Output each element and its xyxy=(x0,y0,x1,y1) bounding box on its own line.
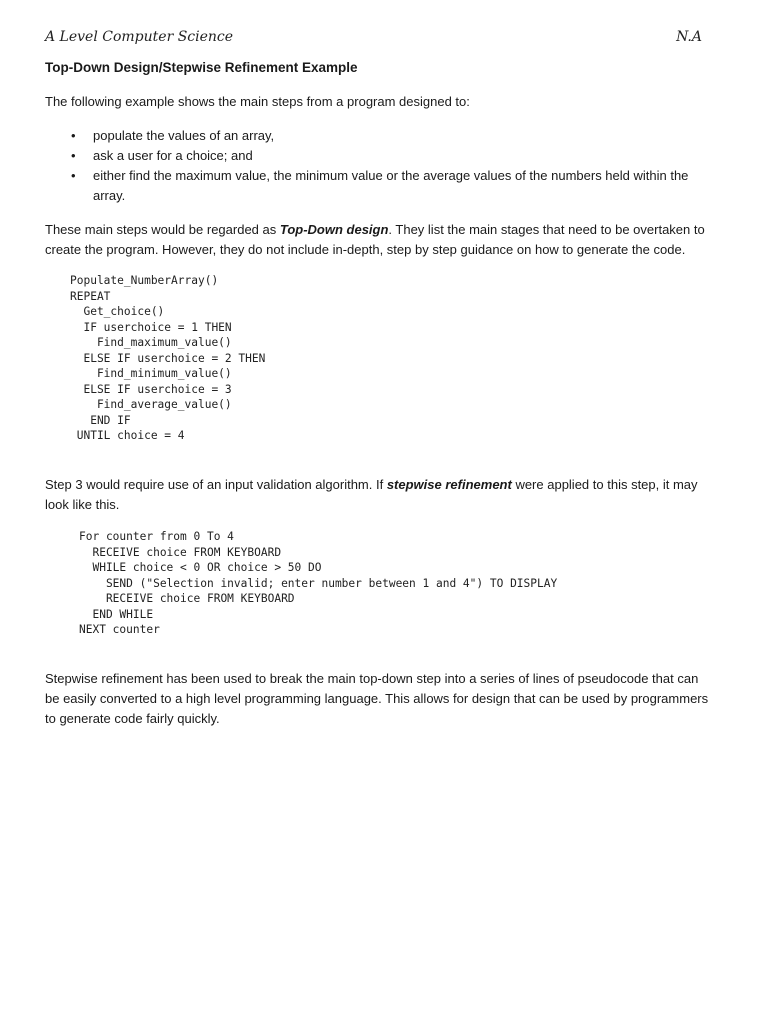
code-line: Get_choice() xyxy=(70,305,165,318)
bullet-list xyxy=(45,126,715,206)
topdown-emphasis: Top-Down design xyxy=(279,222,389,237)
code-line: Find_average_value() xyxy=(70,398,232,411)
bullet-icon: • xyxy=(71,128,76,143)
code-line: ELSE IF userchoice = 2 THEN xyxy=(70,351,266,365)
topdown-text-after: . They list the main stages that need to be overtaken to create the program. However, they do not include in-depth, step by step guidance on how to generate the code. xyxy=(45,222,705,257)
list-item-text: ask a user for a choice; and xyxy=(93,148,253,163)
final-paragraph: Stepwise refinement has been used to break the main top-down step into a series of lines of pseudocode that can be easily converted to a high level programming language. This allows for design that can be used by programmers to generate code fairly quickly. xyxy=(45,671,709,726)
header-course-title: A Level Computer Science xyxy=(45,29,234,45)
step3-text-after: were applied to this step, it may look like this. xyxy=(45,477,698,512)
code-line: WHILE choice < 0 OR choice > 50 DO xyxy=(79,561,322,574)
code-line: REPEAT xyxy=(70,289,111,303)
code-line: UNTIL choice = 4 xyxy=(70,429,185,442)
page-title: Top-Down Design/Stepwise Refinement Example xyxy=(45,60,358,75)
code-line: Populate_NumberArray() xyxy=(70,274,219,287)
code-line: NEXT counter xyxy=(79,623,160,636)
list-item xyxy=(45,146,715,166)
code-line: Find_minimum_value() xyxy=(70,367,232,380)
list-item-text: either find the maximum value, the minimum value or the average values of the numbers held within the array. xyxy=(93,168,689,203)
list-item xyxy=(45,126,715,146)
code-line: Find_maximum_value() xyxy=(70,336,232,349)
code-line: RECEIVE choice FROM KEYBOARD xyxy=(79,545,282,559)
code-line: RECEIVE choice FROM KEYBOARD xyxy=(79,592,295,605)
list-item xyxy=(45,166,715,206)
code-line: SEND ("Selection invalid; enter number between 1 and 4") TO DISPLAY xyxy=(79,576,558,590)
step3-paragraph xyxy=(45,475,715,515)
code-block-top-down xyxy=(70,273,265,444)
code-line: ELSE IF userchoice = 3 xyxy=(70,382,232,396)
code-line: IF userchoice = 1 THEN xyxy=(70,320,232,334)
topdown-text-before: These main steps would be regarded as xyxy=(45,222,280,237)
code-line: END IF xyxy=(70,413,131,427)
list-item-text: populate the values of an array, xyxy=(93,128,275,143)
bullet-icon: • xyxy=(71,148,76,163)
intro-paragraph: The following example shows the main steps from a program designed to: xyxy=(45,94,470,109)
code-block-stepwise xyxy=(79,529,557,638)
code-line: END WHILE xyxy=(79,607,154,621)
bullet-icon: • xyxy=(71,168,76,183)
step3-emphasis: stepwise refinement xyxy=(386,477,512,492)
code-line: For counter from 0 To 4 xyxy=(79,530,234,543)
header-initials: N.A xyxy=(676,29,702,45)
step3-text-before: Step 3 would require use of an input validation algorithm. If xyxy=(45,477,387,492)
topdown-paragraph xyxy=(45,220,715,260)
